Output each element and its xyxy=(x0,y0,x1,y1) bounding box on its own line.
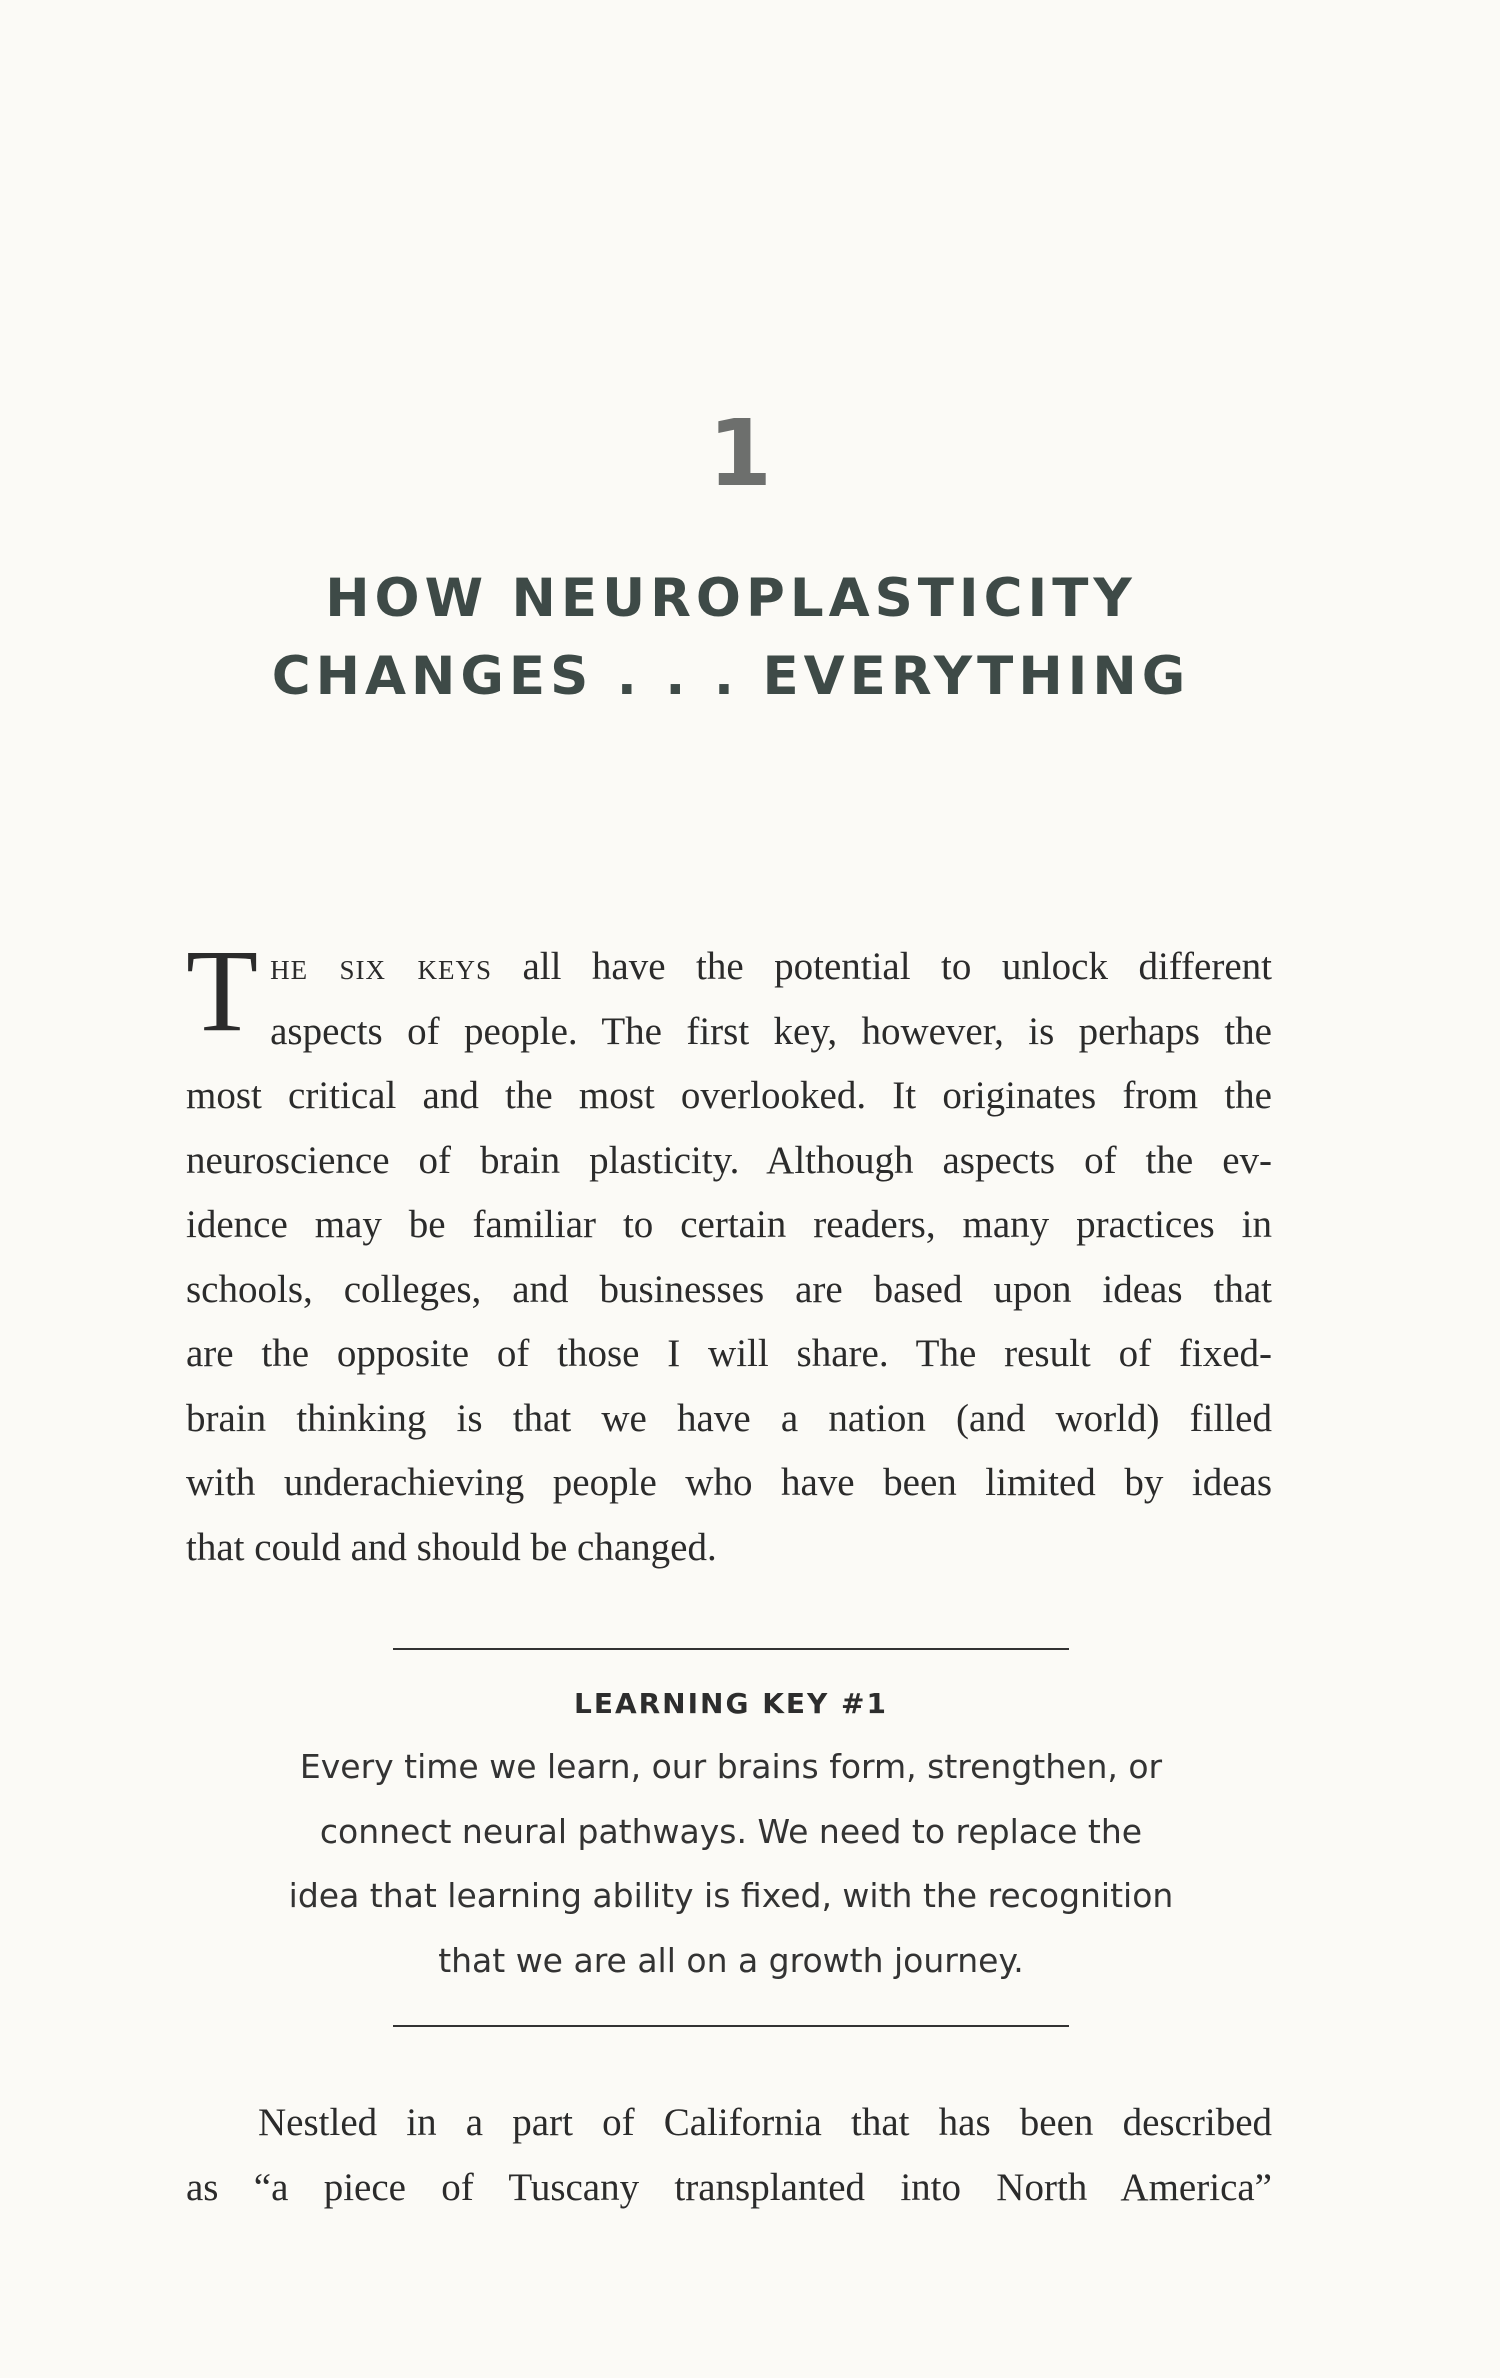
divider-top xyxy=(393,1648,1069,1650)
paragraph-line: are the opposite of those I will share. The result of fixed- xyxy=(186,1332,1272,1375)
intro-paragraph xyxy=(186,925,1272,1580)
learning-key-line: connect neural pathways. We need to replace the xyxy=(319,1811,1143,1851)
paragraph-line xyxy=(186,935,1272,1000)
paragraph-line: idence may be familiar to certain readers, many practices in xyxy=(186,1203,1272,1246)
small-caps-lead: he six keys xyxy=(270,945,493,988)
learning-key-line: idea that learning ability is fixed, with the recognition xyxy=(288,1876,1174,1915)
learning-key-line: that we are all on a growth journey. xyxy=(438,1940,1024,1980)
paragraph-line: Nestled in a part of California that has been described xyxy=(258,2101,1272,2144)
learning-key-heading: LEARNING KEY #1 xyxy=(573,1687,888,1720)
divider-bottom xyxy=(393,2025,1069,2027)
paragraph-line: that could and should be changed. xyxy=(186,1525,717,1569)
chapter-title-line: CHANGES . . . EVERYTHING xyxy=(271,646,1191,707)
paragraph-line: brain thinking is that we have a nation (and world) filled xyxy=(186,1396,1272,1440)
learning-key-text xyxy=(240,1735,1222,1993)
chapter-title-line: HOW NEUROPLASTICITY xyxy=(325,568,1137,629)
closing-paragraph xyxy=(186,2091,1272,2220)
paragraph-line: aspects of people. The first key, however, is perhaps the xyxy=(270,1009,1272,1053)
chapter-number: 1 xyxy=(707,400,772,507)
learning-key-line: Every time we learn, our brains form, strengthen, or xyxy=(299,1747,1163,1786)
paragraph-line: schools, colleges, and businesses are based upon ideas that xyxy=(186,1267,1272,1311)
chapter-title xyxy=(0,560,1462,716)
paragraph-line: with underachieving people who have been limited by ideas xyxy=(186,1461,1272,1504)
paragraph-line: neuroscience of brain plasticity. Although aspects of the ev- xyxy=(186,1138,1272,1182)
drop-cap: T xyxy=(186,925,259,1056)
paragraph-line: as “a piece of Tuscany transplanted into North America” xyxy=(186,2165,1272,2209)
paragraph-line: most critical and the most overlooked. It originates from the xyxy=(186,1074,1272,1117)
paragraph-line-text: all have the potential to unlock different xyxy=(492,945,1272,988)
